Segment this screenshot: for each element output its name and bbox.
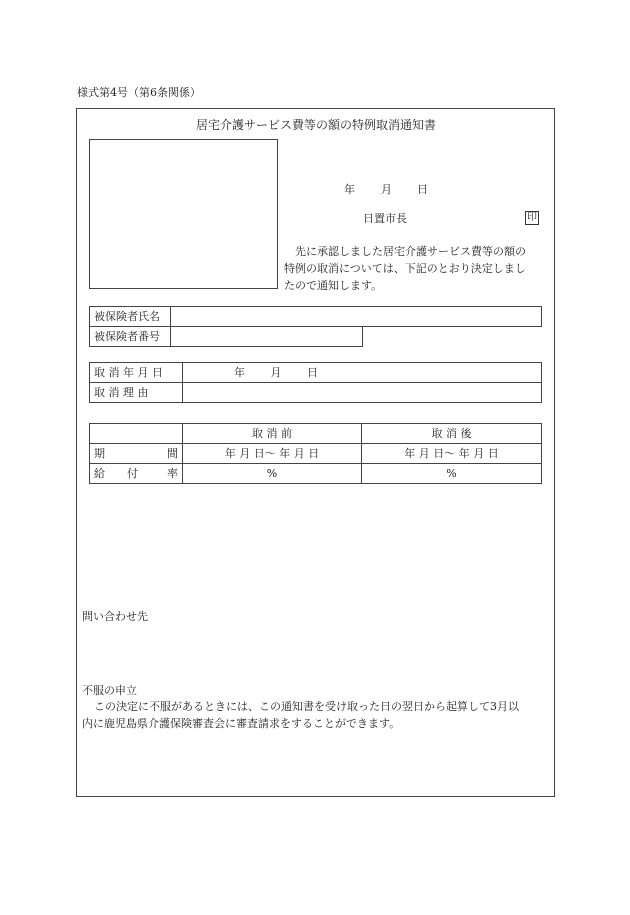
insured-number-label: 被保険者番号	[90, 327, 171, 347]
cancel-reason-label: 取 消 理 由	[90, 383, 183, 403]
seal-stamp-box: 印	[527, 212, 537, 223]
issuer-name: 日置市長	[363, 212, 407, 225]
appeal-line-1: この決定に不服があるときには、この通知書を受け取った日の翌日から起算して3月以	[94, 700, 519, 713]
issue-date-day: 日	[417, 183, 428, 196]
period-after-field[interactable]: 年 月 日〜 年 月 日	[362, 444, 542, 464]
address-window-box	[89, 139, 278, 289]
rate-before-field[interactable]: %	[183, 464, 362, 484]
appeal-line-2: 内に鹿児島県介護保険審査会に審査請求をすることができます。	[82, 717, 401, 730]
issue-date-month: 月	[381, 183, 392, 196]
insured-table	[89, 306, 542, 327]
insured-number-field[interactable]	[171, 327, 363, 347]
form-number: 様式第4号（第6条関係）	[77, 86, 201, 99]
cancel-date-field[interactable]	[183, 363, 542, 383]
intro-line: 特例の取消については、下記のとおり決定しまし	[284, 262, 526, 275]
cancel-date-label: 取 消 年 月 日	[90, 363, 183, 383]
intro-line: 先に承認しました居宅介護サービス費等の額の	[295, 245, 526, 258]
intro-text	[284, 243, 556, 294]
cancel-reason-field[interactable]	[183, 383, 542, 403]
insured-name-field[interactable]	[171, 307, 542, 327]
cancel-date-day: 日	[307, 366, 318, 379]
appeal-title: 不服の申立	[82, 684, 137, 697]
insured-number-table	[89, 326, 363, 347]
rate-label: 給 付 率	[90, 464, 183, 484]
cancel-date-year: 年	[234, 366, 245, 379]
period-label: 期 間	[90, 444, 183, 464]
comparison-corner-cell	[90, 424, 183, 444]
period-before-field[interactable]: 年 月 日〜 年 月 日	[183, 444, 362, 464]
contact-label: 問い合わせ先	[82, 610, 148, 623]
comparison-table	[89, 423, 542, 484]
before-header: 取 消 前	[183, 424, 362, 444]
rate-after-field[interactable]: %	[362, 464, 542, 484]
intro-line: たので通知します。	[284, 279, 383, 292]
issue-date-year: 年	[344, 183, 355, 196]
document-title: 居宅介護サービス費等の額の特例取消通知書	[196, 118, 437, 132]
cancel-date-month: 月	[270, 366, 282, 379]
insured-name-label: 被保険者氏名	[90, 307, 171, 327]
cancel-table	[89, 362, 542, 403]
after-header: 取 消 後	[362, 424, 542, 444]
